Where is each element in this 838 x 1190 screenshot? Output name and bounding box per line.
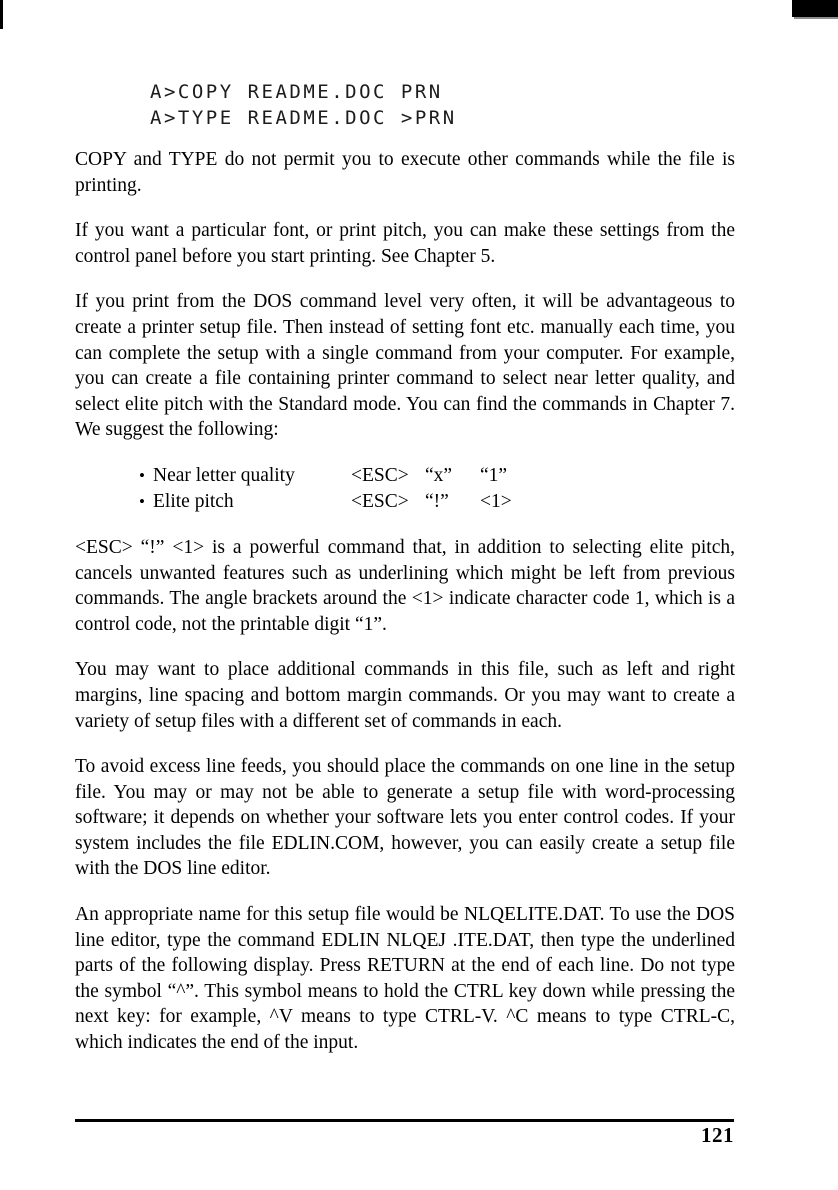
paragraph-additional-commands: You may want to place additional commands in this file, such as left and right margins, line spacing and bottom margin commands. Or you may want to create a variety of setup files with a different set of commands in each. xyxy=(75,659,735,732)
scan-artifact-corner-bar xyxy=(792,0,838,17)
bullet-icon: • xyxy=(139,491,145,511)
command-arg1: “x” xyxy=(425,464,453,486)
page-body xyxy=(75,0,735,1076)
paragraph-line-feeds: To avoid excess line feeds, you should place the commands on one line in the setup file. You may or may not be able to generate a setup file with word-processing software; it depends on whether your software lets you enter control codes. If your system includes the file EDLIN.COM, however, you can easily create a setup file with the DOS line editor. xyxy=(75,756,735,880)
paragraph-control-panel: If you want a particular font, or print pitch, you can make these settings from the control panel before you start printing. See Chapter 5. xyxy=(75,220,735,267)
paragraph-esc-command: <ESC> “!” <1> is a powerful command that, in addition to selecting elite pitch, cancels unwanted features such as underlining which might be left from previous commands. The angle brackets around the <1> indicate character code 1, which is a control code, not the printable digit “1”. xyxy=(75,536,735,635)
footer-rule xyxy=(75,1119,734,1122)
setup-command-list xyxy=(75,463,735,515)
list-item xyxy=(139,463,735,489)
bullet-icon: • xyxy=(139,465,145,485)
paragraph-edlin: An appropriate name for this setup file would be NLQELITE.DAT. To use the DOS line editor, type the command EDLIN NLQEJ .ITE.DAT, then type the underlined parts of the following display. Press RETURN at the end of each line. Do not type the symbol “^”. This symbol means to hold the CTRL key down while pressing the next key: for example, ^V means to type CTRL-V. ^C means to type CTRL-C, which indicates the end of the input. xyxy=(75,904,735,1054)
command-label: Elite pitch xyxy=(153,490,234,512)
command-label: Near letter quality xyxy=(153,464,295,486)
command-arg2: <1> xyxy=(480,490,512,512)
page-number: 121 xyxy=(701,1123,734,1147)
list-item xyxy=(139,489,735,515)
paragraph-setup-file: If you print from the DOS command level very often, it will be advantageous to create a printer setup file. Then instead of setting font etc. manually each time, you can complete the setup with a single command from your computer. For example, you can create a file containing printer command to select near letter quality, and select elite pitch with the Standard mode. You can find the commands in Chapter 7. We suggest the following: xyxy=(75,291,735,441)
dos-command-line: A>COPY README.DOC PRN xyxy=(150,81,443,103)
paragraph-copy-type: COPY and TYPE do not permit you to execute other commands while the file is printing. xyxy=(75,149,735,196)
scan-artifact-left-edge xyxy=(0,0,3,29)
command-arg1: “!” xyxy=(425,490,449,512)
command-esc-code: <ESC> xyxy=(351,464,409,486)
dos-command-example xyxy=(150,79,735,131)
command-arg2: “1” xyxy=(480,464,508,486)
dos-command-line: A>TYPE README.DOC >PRN xyxy=(150,107,457,129)
scan-artifact-corner-shadow xyxy=(794,17,838,19)
command-esc-code: <ESC> xyxy=(351,490,409,512)
